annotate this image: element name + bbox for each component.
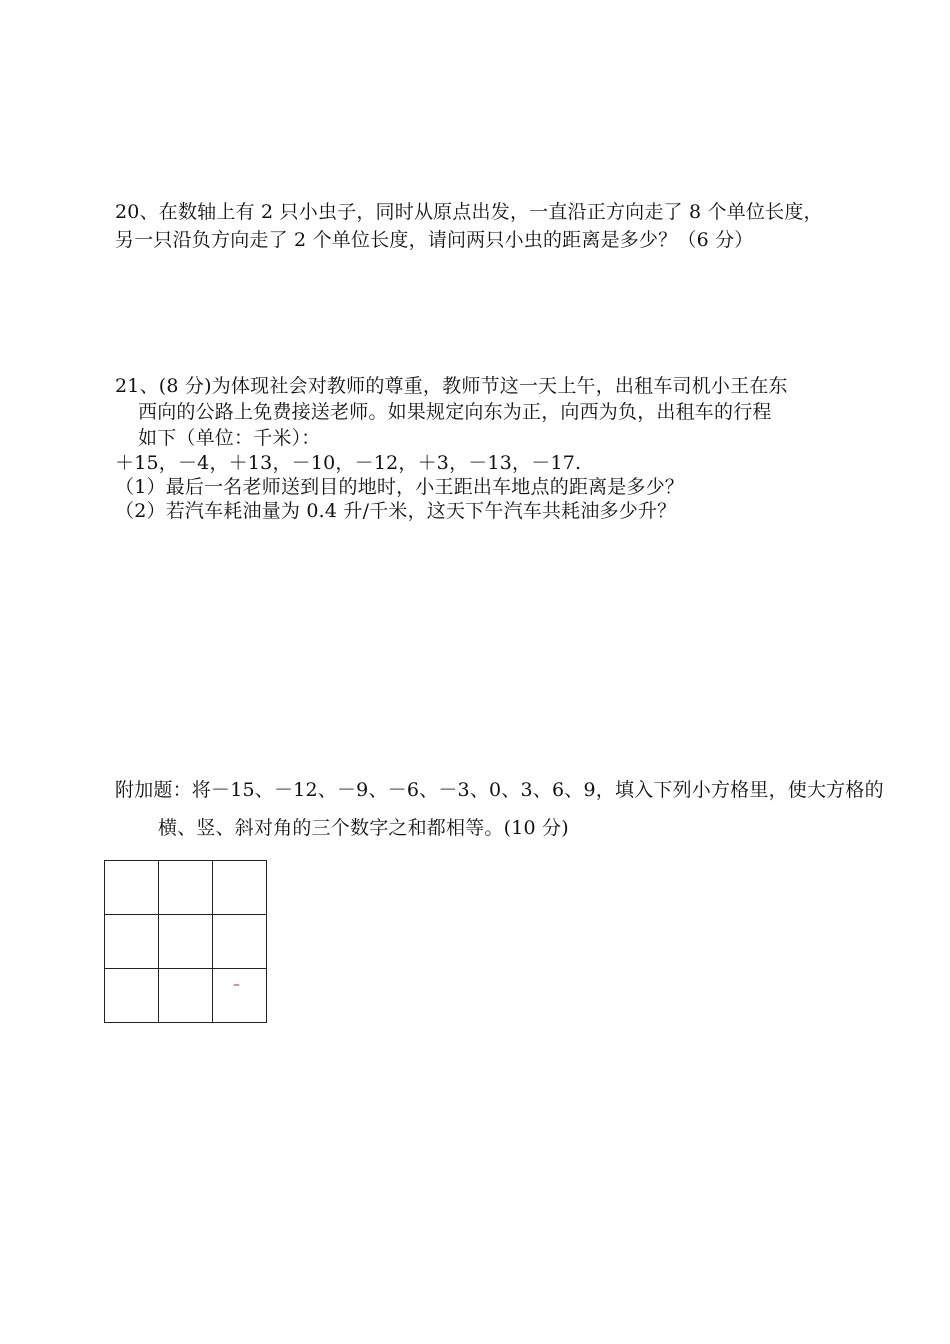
grid-cell[interactable] xyxy=(159,861,213,915)
grid-cell[interactable] xyxy=(213,969,267,1023)
bonus-question-line-2: 横、竖、斜对角的三个数字之和都相等。(10 分) xyxy=(158,817,569,839)
grid-cell[interactable] xyxy=(105,861,159,915)
question-20-line-1: 20、在数轴上有 2 只小虫子，同时从原点出发，一直沿正方向走了 8 个单位长度， xyxy=(115,201,823,223)
bonus-question-line-1: 附加题：将－15、－12、－9、－6、－3、0、3、6、9，填入下列小方格里，使大方格的 xyxy=(115,779,884,801)
grid-cell[interactable] xyxy=(159,915,213,969)
question-21-sub-1: （1）最后一名老师送到目的地时，小王距出车地点的距离是多少？ xyxy=(115,476,685,498)
grid-cell-mark: – xyxy=(233,977,240,993)
grid-cell[interactable] xyxy=(105,915,159,969)
grid-cell[interactable] xyxy=(105,969,159,1023)
question-21-line-3: 如下（单位：千米）： xyxy=(138,427,321,449)
grid-cell[interactable] xyxy=(213,861,267,915)
question-21-sub-2: （2）若汽车耗油量为 0.4 升/千米，这天下午汽车共耗油多少升？ xyxy=(115,500,677,522)
grid-cell[interactable] xyxy=(159,969,213,1023)
grid-cell[interactable] xyxy=(213,915,267,969)
magic-square-grid xyxy=(104,860,267,1023)
question-20-line-2: 另一只沿负方向走了 2 个单位长度，请问两只小虫的距离是多少？（6 分） xyxy=(115,229,754,251)
question-21-line-1: 21、(8 分)为体现社会对教师的尊重，教师节这一天上午，出租车司机小王在东 xyxy=(115,375,788,397)
question-21-line-2: 西向的公路上免费接送老师。如果规定向东为正，向西为负，出租车的行程 xyxy=(138,401,772,423)
question-21-trip-values: ＋15，－4，＋13，－10，－12，＋3，－13，－17. xyxy=(115,452,582,474)
